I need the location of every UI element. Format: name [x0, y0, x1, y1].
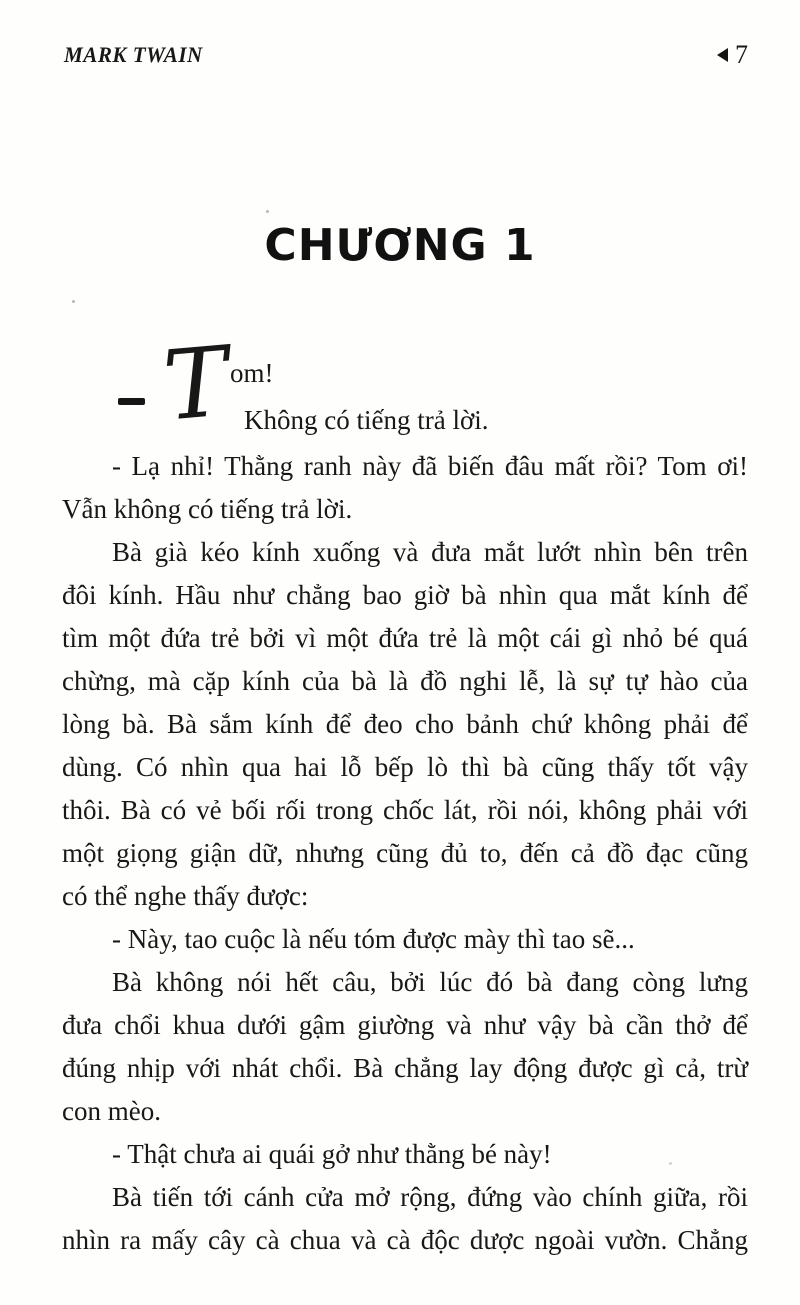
text-line: Bà già kéo kính xuống và đưa mắt lướt nhìn bên trên [112, 537, 748, 567]
text-line: Bà không nói hết câu, bởi lúc đó bà đang còng lưng [112, 967, 748, 997]
text-line: - Thật chưa ai quái gở như thằng bé này! [112, 1139, 552, 1169]
paragraphs-container [62, 445, 748, 1262]
text-line: lòng bà. Bà sắm kính để đeo cho bảnh chứ không phải để [62, 709, 748, 739]
chapter-title: CHƯƠNG 1 [264, 220, 536, 271]
dropcap-lines [230, 350, 748, 444]
body-text [62, 325, 748, 1262]
text-line: đúng nhịp với nhát chổi. Bà chẳng lay động được gì cả, trừ [62, 1053, 748, 1083]
text-line: một giọng giận dữ, nhưng cũng đủ to, đến cả đồ đạc cũng [62, 838, 748, 868]
text-line: om! [230, 358, 274, 388]
paragraph [62, 531, 748, 918]
text-line: Không có tiếng trả lời. [244, 405, 489, 435]
text-line: - Lạ nhỉ! Thằng ranh này đã biến đâu mất rồi? Tom ơi! [112, 451, 748, 481]
left-triangle-icon [717, 48, 728, 62]
text-line: Bà tiến tới cánh cửa mở rộng, đứng vào chính giữa, rồi [112, 1182, 748, 1212]
paragraph [62, 961, 748, 1133]
scan-speck [72, 300, 75, 303]
opening-dropcap-block [62, 325, 748, 445]
text-line: Vẫn không có tiếng trả lời. [62, 494, 353, 524]
scan-speck [669, 1162, 672, 1165]
page-number-block [717, 42, 748, 68]
paragraph [62, 1133, 748, 1176]
text-line: thôi. Bà có vẻ bối rối trong chốc lát, rồi nói, không phải với [62, 795, 748, 825]
text-line: chừng, mà cặp kính của bà là đồ nghi lễ, là sự tự hào của [62, 666, 748, 696]
scan-speck [266, 210, 269, 213]
paragraph [62, 1176, 748, 1262]
text-line: đưa chổi khua dưới gậm giường và như vậy bà cần thở để [62, 1010, 748, 1040]
running-header [64, 42, 748, 68]
text-line: tìm một đứa trẻ bởi vì một đứa trẻ là một cái gì nhỏ bé quá [62, 623, 748, 653]
text-line: đôi kính. Hầu như chẳng bao giờ bà nhìn qua mắt kính để [62, 580, 748, 610]
author-name: MARK TWAIN [64, 42, 203, 67]
paragraph [62, 918, 748, 961]
text-line: nhìn ra mấy cây cà chua và cà độc dược ngoài vườn. Chẳng [62, 1225, 748, 1255]
text-line: có thể nghe thấy được: [62, 881, 309, 911]
text-line: con mèo. [62, 1096, 161, 1126]
paragraph [62, 445, 748, 531]
dialogue-dash [118, 398, 145, 405]
text-line: dùng. Có nhìn qua hai lỗ bếp lò thì bà cũng thấy tốt vậy [62, 752, 748, 782]
page-number: 7 [735, 40, 748, 69]
dropcap-letter: T [159, 325, 233, 443]
text-line: - Này, tao cuộc là nếu tóm được mày thì tao sẽ... [112, 924, 635, 954]
